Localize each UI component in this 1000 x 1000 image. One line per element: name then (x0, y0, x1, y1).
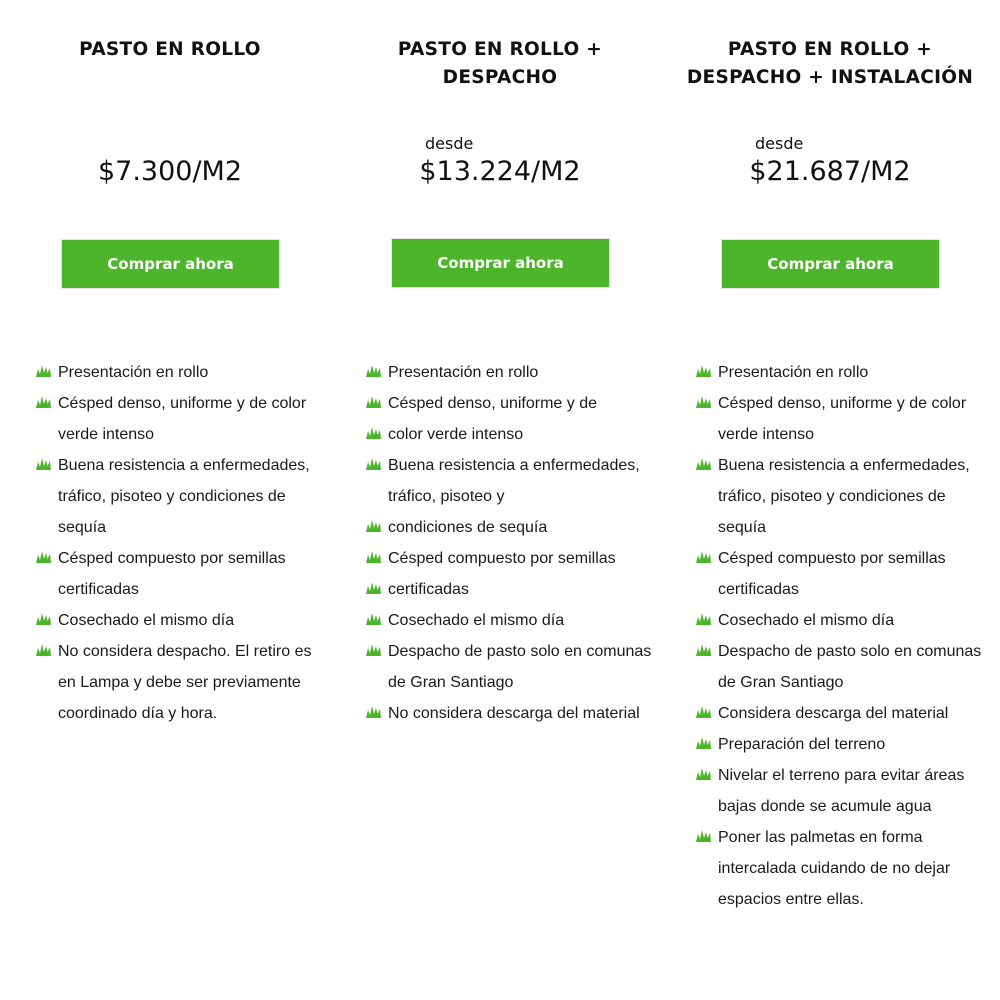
plan-title (665, 36, 995, 92)
plan-title (335, 36, 665, 92)
plan-card-pasto-despacho-instalacion (665, 0, 995, 1000)
feature-item: Cosechado el mismo día (695, 605, 985, 636)
grass-icon (35, 612, 52, 626)
feature-item: Césped denso, uniforme y de (365, 388, 655, 419)
price-prefix: desde (755, 134, 804, 153)
feature-item: Césped denso, uniforme y de color verde intenso (695, 388, 985, 450)
plan-title-line: DESPACHO + INSTALACIÓN (686, 67, 974, 88)
feature-item: Considera descarga del material (695, 698, 985, 729)
feature-item: Buena resistencia a enfermedades, tráfico, pisoteo y condiciones de sequía (695, 450, 985, 543)
grass-icon (35, 395, 52, 409)
buy-now-button[interactable]: Comprar ahora (391, 238, 610, 288)
plan-price: $7.300/M2 (97, 156, 243, 187)
grass-icon (35, 643, 52, 657)
feature-list (35, 357, 325, 729)
plan-price: $21.687/M2 (749, 156, 911, 187)
feature-item: Césped compuesto por semillas (365, 543, 655, 574)
feature-item: Presentación en rollo (35, 357, 325, 388)
grass-icon (695, 736, 712, 750)
plan-price: $13.224/M2 (419, 156, 581, 187)
grass-icon (35, 457, 52, 471)
grass-icon (695, 829, 712, 843)
grass-icon (365, 643, 382, 657)
buy-now-button[interactable]: Comprar ahora (721, 239, 940, 289)
plan-title-line: PASTO EN ROLLO + (397, 39, 603, 60)
grass-icon (365, 612, 382, 626)
grass-icon (695, 767, 712, 781)
grass-icon (365, 364, 382, 378)
grass-icon (695, 705, 712, 719)
feature-item: certificadas (365, 574, 655, 605)
buy-now-button[interactable]: Comprar ahora (61, 239, 280, 289)
grass-icon (365, 426, 382, 440)
feature-item: Presentación en rollo (365, 357, 655, 388)
plan-card-pasto-despacho (335, 0, 665, 1000)
feature-item: Nivelar el terreno para evitar áreas bajas donde se acumule agua (695, 760, 985, 822)
feature-item: Césped compuesto por semillas certificadas (35, 543, 325, 605)
grass-icon (695, 395, 712, 409)
feature-item: Presentación en rollo (695, 357, 985, 388)
feature-list (695, 357, 985, 915)
plan-card-pasto-en-rollo (5, 0, 335, 1000)
feature-item: Preparación del terreno (695, 729, 985, 760)
plan-title (5, 36, 335, 64)
plan-title-line: DESPACHO (442, 67, 558, 88)
feature-item: No considera despacho. El retiro es en Lampa y debe ser previamente coordinado día y hora. (35, 636, 325, 729)
grass-icon (695, 550, 712, 564)
grass-icon (365, 550, 382, 564)
price-prefix: desde (425, 134, 474, 153)
feature-item: Césped denso, uniforme y de color verde intenso (35, 388, 325, 450)
grass-icon (365, 581, 382, 595)
feature-item: Cosechado el mismo día (35, 605, 325, 636)
feature-item: No considera descarga del material (365, 698, 655, 729)
feature-item: Poner las palmetas en forma intercalada cuidando de no dejar espacios entre ellas. (695, 822, 985, 915)
plan-title-line: PASTO EN ROLLO + (727, 39, 933, 60)
grass-icon (695, 364, 712, 378)
grass-icon (35, 550, 52, 564)
grass-icon (365, 457, 382, 471)
grass-icon (695, 643, 712, 657)
feature-item: condiciones de sequía (365, 512, 655, 543)
feature-item: Despacho de pasto solo en comunas de Gran Santiago (365, 636, 655, 698)
grass-icon (365, 395, 382, 409)
grass-icon (365, 519, 382, 533)
grass-icon (35, 364, 52, 378)
feature-item: color verde intenso (365, 419, 655, 450)
plan-title-line: PASTO EN ROLLO (79, 39, 261, 60)
feature-item: Césped compuesto por semillas certificadas (695, 543, 985, 605)
feature-item: Cosechado el mismo día (365, 605, 655, 636)
grass-icon (695, 612, 712, 626)
feature-item: Buena resistencia a enfermedades, tráfico, pisoteo y condiciones de sequía (35, 450, 325, 543)
feature-item: Buena resistencia a enfermedades, tráfico, pisoteo y (365, 450, 655, 512)
grass-icon (365, 705, 382, 719)
grass-icon (695, 457, 712, 471)
feature-list (365, 357, 655, 729)
feature-item: Despacho de pasto solo en comunas de Gran Santiago (695, 636, 985, 698)
